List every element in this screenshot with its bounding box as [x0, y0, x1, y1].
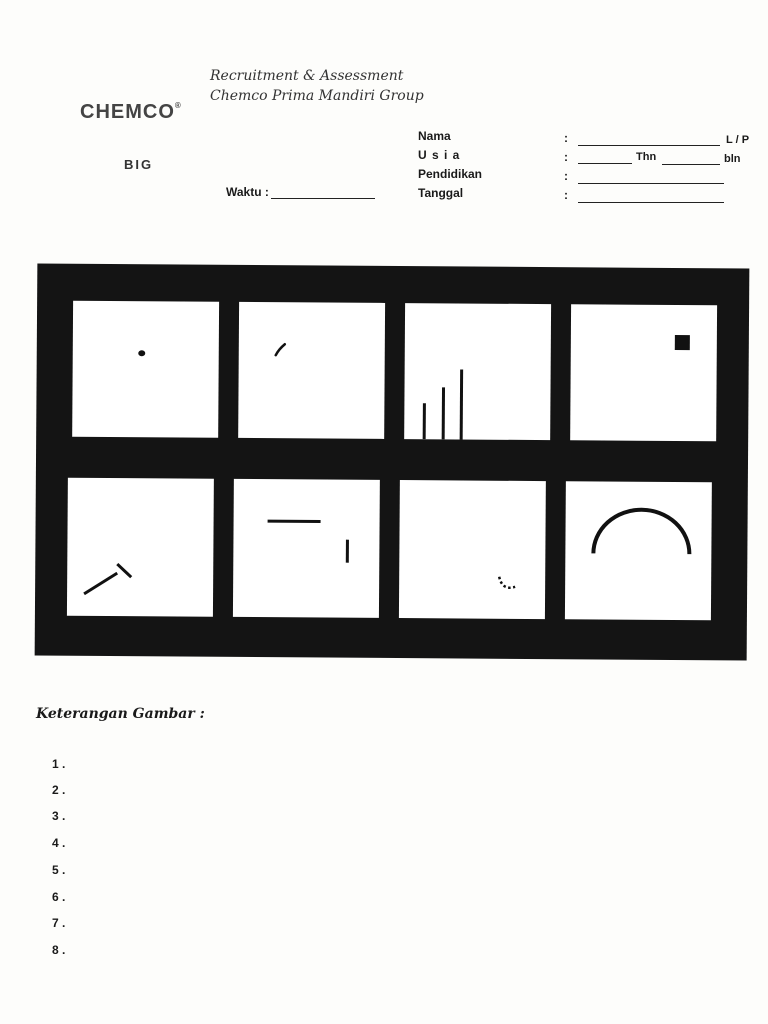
nama-blank[interactable]	[578, 145, 720, 146]
stimulus-cell-4[interactable]	[570, 304, 717, 441]
answer-line-6[interactable]: 6 .	[52, 890, 66, 904]
stimulus-cell-3[interactable]	[404, 303, 551, 440]
three-vertical-bars-stimulus	[404, 303, 551, 440]
waktu-field	[226, 185, 375, 199]
header-line-2: Chemco Prima Mandiri Group	[210, 88, 424, 104]
tanggal-label: Tanggal	[418, 186, 464, 200]
answer-line-7[interactable]: 7 .	[52, 916, 66, 930]
waktu-blank[interactable]	[271, 186, 375, 199]
stimulus-cell-6[interactable]	[233, 479, 380, 618]
stimulus-board	[35, 264, 750, 661]
company-logo	[80, 101, 182, 124]
gender-suffix: L / P	[726, 134, 750, 146]
waktu-label: Waktu :	[226, 185, 269, 199]
pendidikan-colon: :	[564, 169, 568, 183]
usia-months-unit: bln	[724, 153, 741, 165]
angled-line-with-tick-stimulus	[67, 478, 214, 615]
horizontal-and-vertical-line-stimulus	[233, 479, 380, 616]
stimulus-cell-1[interactable]	[72, 301, 219, 438]
logo-text: CHEMCO	[80, 101, 175, 123]
semicircle-arch-stimulus	[565, 481, 712, 618]
usia-label: U s i a	[418, 148, 461, 162]
nama-colon: :	[564, 131, 568, 145]
usia-years-blank[interactable]	[578, 163, 632, 164]
curved-stroke-stimulus	[238, 302, 385, 439]
sub-logo: BIG	[124, 157, 154, 172]
tanggal-blank[interactable]	[578, 202, 724, 203]
answer-line-1[interactable]: 1 .	[52, 757, 66, 771]
pendidikan-blank[interactable]	[578, 183, 724, 184]
dot-stimulus	[72, 301, 219, 438]
legend-title: Keterangan Gambar :	[36, 706, 205, 722]
usia-years-unit: Thn	[636, 151, 657, 163]
black-square-stimulus	[570, 304, 717, 441]
header-line-1: Recruitment & Assessment	[210, 68, 404, 84]
tanggal-colon: :	[564, 188, 568, 202]
answer-line-5[interactable]: 5 .	[52, 863, 66, 877]
answer-line-4[interactable]: 4 .	[52, 836, 66, 850]
dotted-arc-stimulus	[399, 480, 546, 617]
usia-months-blank[interactable]	[662, 164, 720, 165]
logo-registered-mark: ®	[174, 101, 182, 110]
stimulus-cell-7[interactable]	[399, 480, 546, 619]
pendidikan-label: Pendidikan	[418, 167, 483, 181]
answer-line-2[interactable]: 2 .	[52, 783, 66, 797]
stimulus-cell-2[interactable]	[238, 302, 385, 439]
answer-line-3[interactable]: 3 .	[52, 809, 66, 823]
usia-colon: :	[564, 150, 568, 164]
stimulus-cell-8[interactable]	[565, 481, 712, 620]
nama-label: Nama	[418, 129, 451, 143]
stimulus-cell-5[interactable]	[67, 478, 214, 617]
answer-line-8[interactable]: 8 .	[52, 943, 66, 957]
header-title	[210, 66, 424, 106]
